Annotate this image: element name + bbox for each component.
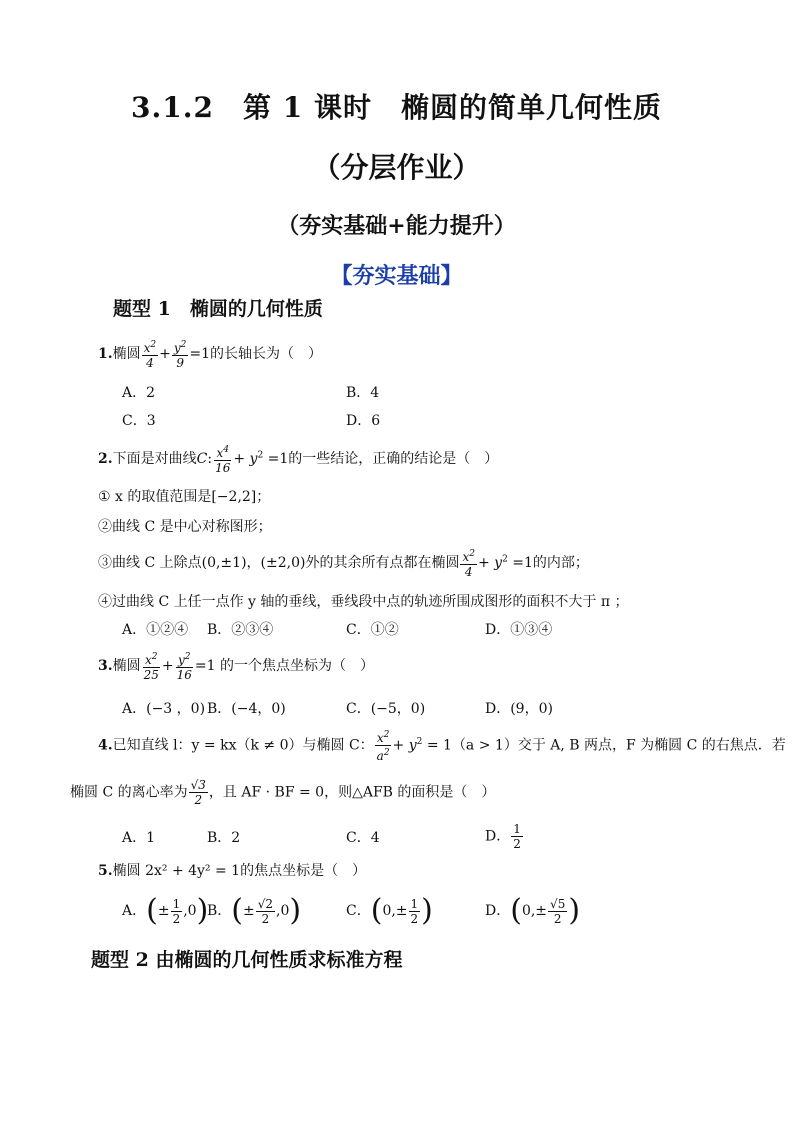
fraction: $\frac{x^2}{4}$ bbox=[462, 549, 475, 579]
question-text: 椭圆 bbox=[112, 346, 141, 362]
question-number: 1. bbox=[98, 346, 113, 362]
fraction: $\frac{√5}{2}$ bbox=[550, 896, 566, 926]
q5-option-a[interactable]: A．(± $\frac{1}{2}$ ,0) bbox=[122, 893, 209, 928]
question-text: =1 的一个焦点坐标为（ ） bbox=[194, 658, 375, 674]
question-5 bbox=[98, 860, 366, 880]
q4-option-a[interactable]: A．1 bbox=[122, 830, 156, 846]
question-number: 3. bbox=[98, 658, 113, 674]
question-4-line2 bbox=[70, 778, 495, 807]
fraction: $\frac{1}{2}$ bbox=[410, 896, 419, 926]
q3-option-a[interactable]: A．(−3 ，0) bbox=[122, 701, 206, 717]
q5-option-b[interactable]: B．(± $\frac{√2}{2}$ ,0) bbox=[207, 893, 302, 928]
fraction: $\frac{x^4}{16}$ bbox=[215, 445, 231, 475]
fraction: $\frac{1}{2}$ bbox=[172, 896, 181, 926]
question-number: 4. bbox=[98, 737, 113, 754]
q5-option-c[interactable]: C．(0,± $\frac{1}{2}$ ) bbox=[346, 893, 433, 928]
q2-statement-3: ③曲线 C 上除点(0,±1)，(±2,0)外的其余所有点都在椭圆 $\frac{x^2}{4}$ + $y^2 =1$的内部； bbox=[98, 549, 589, 579]
option-label: D． bbox=[485, 828, 511, 845]
q4-option-c[interactable]: C．4 bbox=[346, 830, 380, 846]
question-text: （a > 1）交于 A, B 两点，F 为椭圆 C 的右焦点．若 bbox=[451, 737, 786, 754]
question-text: 下面是对曲线 bbox=[112, 451, 197, 467]
question-number: 5. bbox=[98, 863, 113, 879]
fraction: $\frac{x^2}{25}$ bbox=[143, 652, 159, 682]
question-4: 4.已知直线 l：y = kx（k ≠ 0）与椭圆 C： $\frac{x^2}{a^2}$ + $y^2 = 1(a > 1)$交于 A, B 两点，F 为椭圆 C 的右焦点．若 bbox=[98, 730, 786, 763]
q1-option-b[interactable]: B．4 bbox=[346, 385, 380, 401]
page-subtitle: （分层作业） bbox=[312, 151, 481, 184]
q3-option-c[interactable]: C．(−5，0) bbox=[346, 701, 426, 717]
statement-text: ③曲线 C 上除点(0,±1)，(±2,0)外的其余所有点都在椭圆 bbox=[98, 555, 460, 571]
page-tagline: （夯实基础+能力提升） bbox=[277, 213, 516, 239]
q2-statement-4: ④过曲线 C 上任一点作 y 轴的垂线，垂线段中点的轨迹所围成图形的面积不大于 π ； bbox=[98, 594, 629, 610]
q2-statement-1: ① x 的取值范围是[−2,2]； bbox=[98, 489, 271, 505]
type1-heading: 题型 1 椭圆的几何性质 bbox=[113, 298, 323, 320]
question-text: 椭圆 bbox=[112, 658, 141, 674]
q1-option-c[interactable]: C．3 bbox=[122, 413, 156, 429]
q1-option-d[interactable]: D．6 bbox=[346, 413, 381, 429]
option-label: A． bbox=[122, 903, 147, 919]
fraction: $\frac{x^2}{a^2}$ bbox=[376, 730, 390, 763]
q4-option-d[interactable] bbox=[485, 822, 524, 851]
option-label: B． bbox=[207, 903, 232, 919]
fraction: $\frac{x^2}{4}$ bbox=[143, 340, 157, 370]
question-text: =1的长轴长为（ ） bbox=[189, 346, 323, 362]
q2-option-d[interactable]: D．①③④ bbox=[485, 622, 553, 638]
q2-option-a[interactable]: A．①②④ bbox=[122, 622, 189, 638]
q4-option-b[interactable]: B．2 bbox=[207, 830, 241, 846]
question-1: 1.椭圆 $\frac{x^2}{4}$ + $\frac{y^2}{9}$ =1的长轴长为（ ） bbox=[98, 340, 323, 370]
question-text: ，且 AF · BF = 0，则△AFB 的面积是（ ） bbox=[208, 784, 496, 801]
fraction: $\frac{√2}{2}$ bbox=[257, 896, 274, 926]
option-label: D． bbox=[485, 903, 511, 919]
option-label: C． bbox=[346, 903, 371, 919]
q3-option-d[interactable]: D．(9，0) bbox=[485, 701, 553, 717]
q1-option-a[interactable]: A．2 bbox=[122, 385, 156, 401]
q2-option-c[interactable]: C．①② bbox=[346, 622, 399, 638]
question-text: =1的一些结论，正确的结论是（ ） bbox=[267, 451, 499, 467]
fraction: $\frac{y^2}{16}$ bbox=[176, 652, 192, 682]
question-2: 2.下面是对曲线C: $\frac{x^4}{16}$ + $y^2 =1$的一些结论，正确的结论是（ ） bbox=[98, 445, 499, 475]
fraction: $\frac{1}{2}$ bbox=[513, 822, 521, 851]
question-text: 椭圆 C 的离心率为 bbox=[70, 784, 188, 801]
question-3: 3.椭圆 $\frac{x^2}{25}$ + $\frac{y^2}{16}$ =1 的一个焦点坐标为（ ） bbox=[98, 652, 375, 682]
q5-option-d[interactable]: D．(0,± $\frac{√5}{2}$ ) bbox=[485, 893, 581, 928]
fraction: $\frac{√3}{2}$ bbox=[190, 778, 206, 807]
question-number: 2. bbox=[98, 451, 113, 467]
statement-text: =1的内部； bbox=[512, 555, 589, 571]
type2-heading: 题型 2 由椭圆的几何性质求标准方程 bbox=[91, 949, 403, 971]
fraction: $\frac{y^2}{9}$ bbox=[173, 340, 187, 370]
question-text: 椭圆 2x² + 4y² = 1的焦点坐标是（ ） bbox=[112, 863, 367, 879]
section-heading: 【夯实基础】 bbox=[330, 263, 463, 289]
page-title: 3.1.2 第 1 课时 椭圆的简单几何性质 bbox=[131, 91, 662, 124]
q3-option-b[interactable]: B．(−4，0) bbox=[207, 701, 286, 717]
q2-option-b[interactable]: B．②③④ bbox=[207, 622, 274, 638]
question-text: 已知直线 l：y = kx（k ≠ 0）与椭圆 C： bbox=[112, 737, 374, 754]
q2-statement-2: ②曲线 C 是中心对称图形； bbox=[98, 519, 272, 535]
